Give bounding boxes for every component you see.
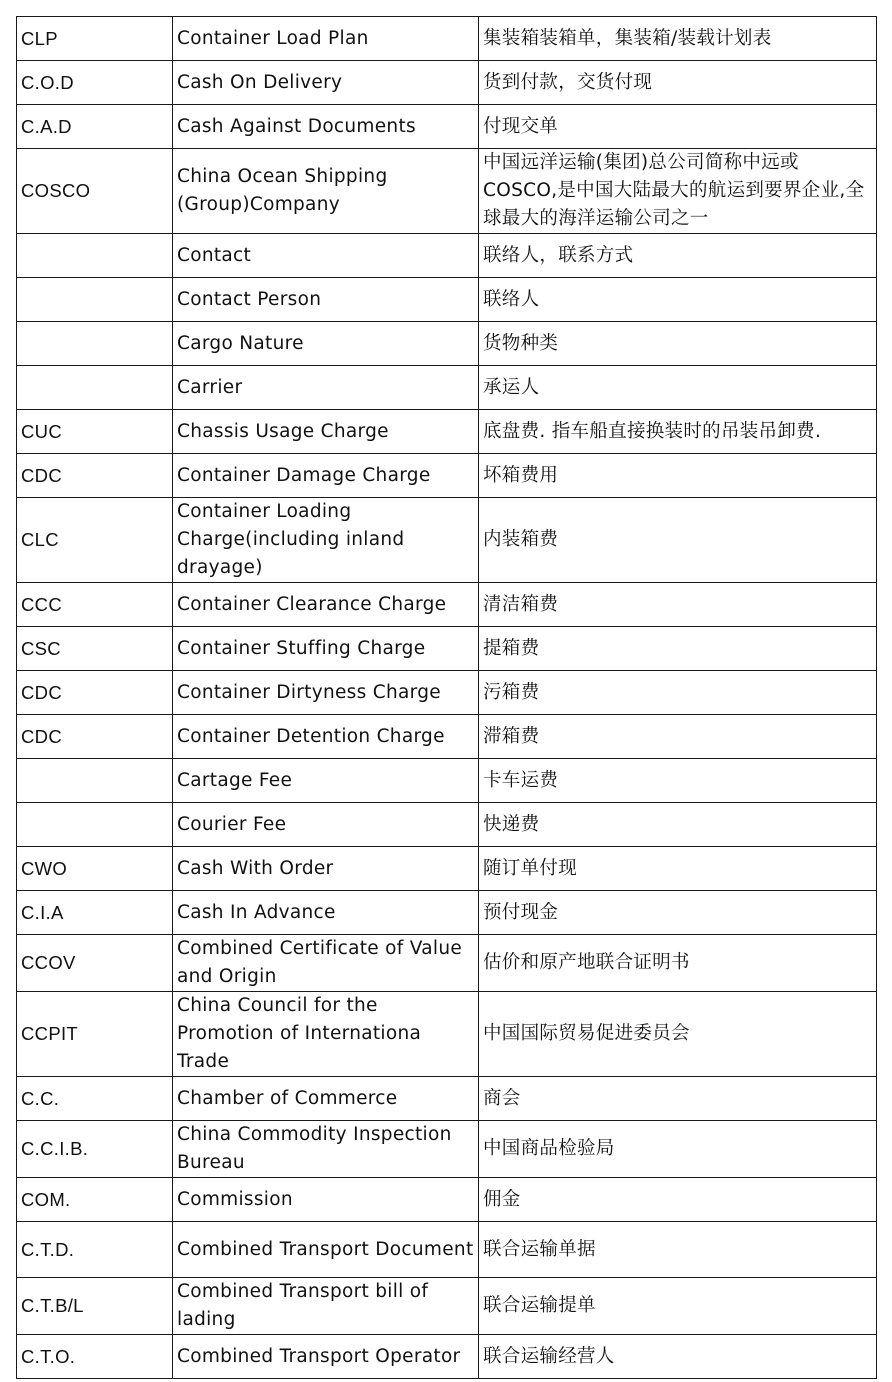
chinese-meaning-cell: 估价和原产地联合证明书 xyxy=(479,935,877,992)
table-row xyxy=(17,891,877,935)
english-term-cell: Courier Fee xyxy=(173,803,479,847)
chinese-meaning-cell: 货到付款，交货付现 xyxy=(479,61,877,105)
table-row xyxy=(17,366,877,410)
glossary-table xyxy=(16,16,877,1379)
abbreviation-cell: C.T.B/L xyxy=(17,1278,173,1335)
table-row xyxy=(17,61,877,105)
table-row xyxy=(17,105,877,149)
english-term-cell: China Commodity Inspection Bureau xyxy=(173,1121,479,1178)
abbreviation-cell xyxy=(17,322,173,366)
table-row xyxy=(17,498,877,583)
english-term-cell: Cartage Fee xyxy=(173,759,479,803)
abbreviation-cell: C.I.A xyxy=(17,891,173,935)
table-row xyxy=(17,454,877,498)
table-row xyxy=(17,234,877,278)
abbreviation-cell: CCOV xyxy=(17,935,173,992)
abbreviation-cell: C.T.D. xyxy=(17,1222,173,1278)
table-row xyxy=(17,322,877,366)
table-row xyxy=(17,1178,877,1222)
abbreviation-cell xyxy=(17,278,173,322)
table-row xyxy=(17,1222,877,1278)
table-row xyxy=(17,410,877,454)
chinese-meaning-cell: 提箱费 xyxy=(479,627,877,671)
table-row xyxy=(17,715,877,759)
table-row xyxy=(17,627,877,671)
abbreviation-cell: CLP xyxy=(17,17,173,61)
chinese-meaning-cell: 内装箱费 xyxy=(479,498,877,583)
table-row xyxy=(17,1278,877,1335)
abbreviation-cell: CDC xyxy=(17,671,173,715)
chinese-meaning-cell: 清洁箱费 xyxy=(479,583,877,627)
english-term-cell: Chamber of Commerce xyxy=(173,1077,479,1121)
table-row xyxy=(17,278,877,322)
chinese-meaning-cell: 货物种类 xyxy=(479,322,877,366)
english-term-cell: China Council for the Promotion of Internationa Trade xyxy=(173,992,479,1077)
table-row xyxy=(17,803,877,847)
english-term-cell: Combined Certificate of Value and Origin xyxy=(173,935,479,992)
abbreviation-cell: COM. xyxy=(17,1178,173,1222)
abbreviation-cell: CUC xyxy=(17,410,173,454)
english-term-cell: Container Detention Charge xyxy=(173,715,479,759)
abbreviation-cell xyxy=(17,366,173,410)
abbreviation-cell: CCC xyxy=(17,583,173,627)
abbreviation-cell xyxy=(17,803,173,847)
abbreviation-cell: C.T.O. xyxy=(17,1335,173,1379)
chinese-meaning-cell: 联合运输提单 xyxy=(479,1278,877,1335)
english-term-cell: Combined Transport Document xyxy=(173,1222,479,1278)
chinese-meaning-cell: 卡车运费 xyxy=(479,759,877,803)
abbreviation-cell: C.A.D xyxy=(17,105,173,149)
abbreviation-cell: CLC xyxy=(17,498,173,583)
english-term-cell: Container Load Plan xyxy=(173,17,479,61)
english-term-cell: Container Damage Charge xyxy=(173,454,479,498)
english-term-cell: Combined Transport bill of lading xyxy=(173,1278,479,1335)
abbreviation-cell xyxy=(17,759,173,803)
chinese-meaning-cell: 预付现金 xyxy=(479,891,877,935)
chinese-meaning-cell: 商会 xyxy=(479,1077,877,1121)
abbreviation-cell: C.O.D xyxy=(17,61,173,105)
table-row xyxy=(17,583,877,627)
english-term-cell: China Ocean Shipping (Group)Company xyxy=(173,149,479,234)
chinese-meaning-cell: 坏箱费用 xyxy=(479,454,877,498)
table-row xyxy=(17,149,877,234)
english-term-cell: Contact Person xyxy=(173,278,479,322)
table-row xyxy=(17,847,877,891)
table-row xyxy=(17,992,877,1077)
english-term-cell: Container Stuffing Charge xyxy=(173,627,479,671)
english-term-cell: Contact xyxy=(173,234,479,278)
chinese-meaning-cell: 中国商品检验局 xyxy=(479,1121,877,1178)
table-row xyxy=(17,759,877,803)
english-term-cell: Cash With Order xyxy=(173,847,479,891)
abbreviation-cell xyxy=(17,234,173,278)
chinese-meaning-cell: 滞箱费 xyxy=(479,715,877,759)
english-term-cell: Container Clearance Charge xyxy=(173,583,479,627)
abbreviation-cell: CDC xyxy=(17,715,173,759)
english-term-cell: Combined Transport Operator xyxy=(173,1335,479,1379)
chinese-meaning-cell: 联合运输经营人 xyxy=(479,1335,877,1379)
table-row xyxy=(17,935,877,992)
chinese-meaning-cell: 联合运输单据 xyxy=(479,1222,877,1278)
english-term-cell: Container Loading Charge(including inland drayage) xyxy=(173,498,479,583)
glossary-body xyxy=(17,17,877,1379)
table-row xyxy=(17,17,877,61)
abbreviation-cell: COSCO xyxy=(17,149,173,234)
abbreviation-cell: CSC xyxy=(17,627,173,671)
chinese-meaning-cell: 付现交单 xyxy=(479,105,877,149)
english-term-cell: Cash On Delivery xyxy=(173,61,479,105)
english-term-cell: Commission xyxy=(173,1178,479,1222)
chinese-meaning-cell: 承运人 xyxy=(479,366,877,410)
chinese-meaning-cell: 污箱费 xyxy=(479,671,877,715)
abbreviation-cell: CCPIT xyxy=(17,992,173,1077)
abbreviation-cell: CWO xyxy=(17,847,173,891)
english-term-cell: Cargo Nature xyxy=(173,322,479,366)
chinese-meaning-cell: 联络人，联系方式 xyxy=(479,234,877,278)
table-row xyxy=(17,1077,877,1121)
chinese-meaning-cell: 佣金 xyxy=(479,1178,877,1222)
glossary-sheet xyxy=(16,16,876,1379)
english-term-cell: Chassis Usage Charge xyxy=(173,410,479,454)
table-row xyxy=(17,1335,877,1379)
english-term-cell: Container Dirtyness Charge xyxy=(173,671,479,715)
chinese-meaning-cell: 中国国际贸易促进委员会 xyxy=(479,992,877,1077)
table-row xyxy=(17,1121,877,1178)
english-term-cell: Cash Against Documents xyxy=(173,105,479,149)
abbreviation-cell: CDC xyxy=(17,454,173,498)
chinese-meaning-cell: 集装箱装箱单，集装箱/装载计划表 xyxy=(479,17,877,61)
english-term-cell: Carrier xyxy=(173,366,479,410)
chinese-meaning-cell: 快递费 xyxy=(479,803,877,847)
abbreviation-cell: C.C.I.B. xyxy=(17,1121,173,1178)
chinese-meaning-cell: 底盘费. 指车船直接换装时的吊装吊卸费. xyxy=(479,410,877,454)
abbreviation-cell: C.C. xyxy=(17,1077,173,1121)
chinese-meaning-cell: 随订单付现 xyxy=(479,847,877,891)
table-row xyxy=(17,671,877,715)
chinese-meaning-cell: 联络人 xyxy=(479,278,877,322)
english-term-cell: Cash In Advance xyxy=(173,891,479,935)
chinese-meaning-cell: 中国远洋运输(集团)总公司简称中远或COSCO,是中国大陆最大的航运到要界企业,全球最大的海洋运输公司之一 xyxy=(479,149,877,234)
